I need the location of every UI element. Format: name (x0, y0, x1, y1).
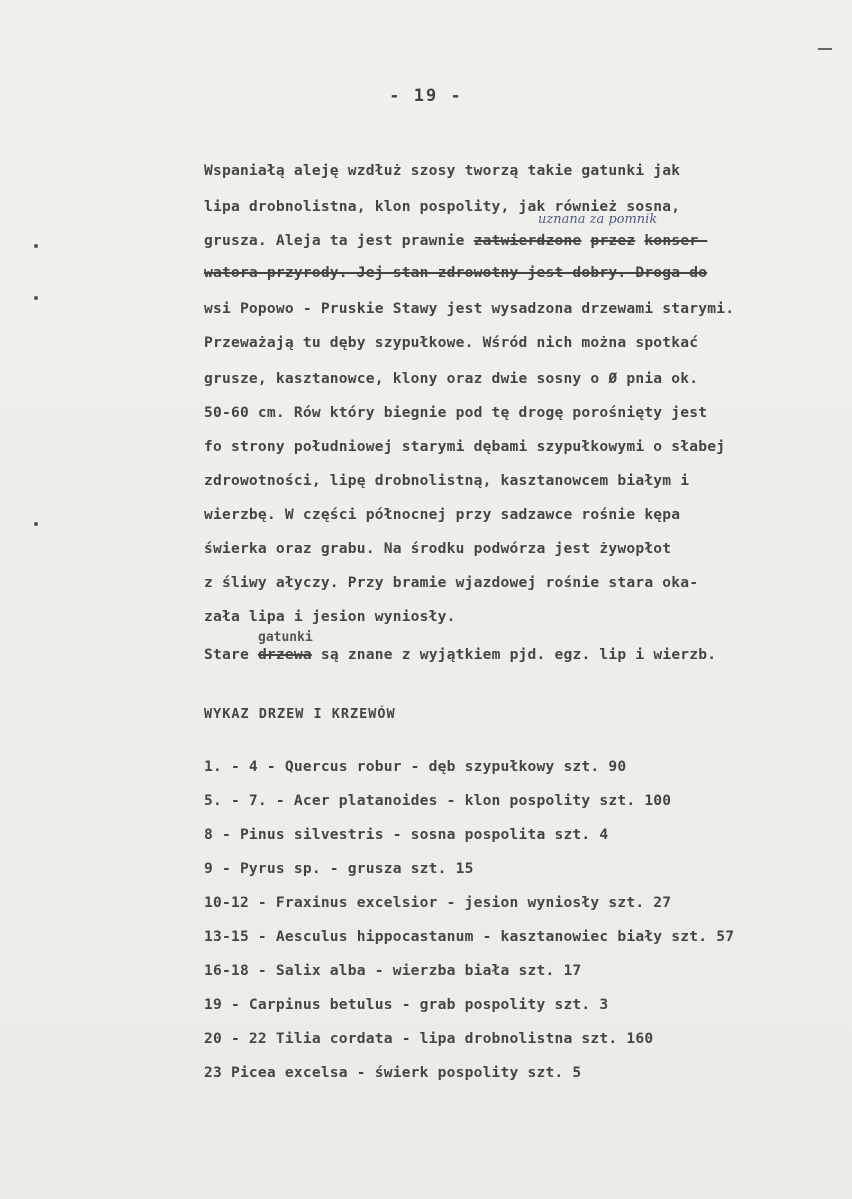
section-heading: WYKAZ DRZEW I KRZEWÓW (204, 706, 396, 722)
list-item: 9 - Pyrus sp. - grusza szt. 15 (204, 860, 474, 877)
list-item: 23 Picea excelsa - świerk pospolity szt. 5 (204, 1064, 582, 1081)
paragraph-line: lipa drobnolistna, klon pospolity, jak również sosna, (204, 198, 681, 215)
struck-word: zatwierdzone (473, 232, 582, 249)
struck-word: watora przyrody. Jej stan zdrowotny jest dobry. Droga do (204, 264, 708, 281)
paragraph-line: Wspaniałą aleję wzdłuż szosy tworzą takie gatunki jak (204, 162, 681, 179)
margin-dot (34, 244, 38, 248)
page-number: - 19 - (389, 86, 463, 106)
paragraph-last-line (204, 646, 716, 663)
paragraph-line-with-strike (204, 232, 707, 249)
paragraph-line: z śliwy ałyczy. Przy bramie wjazdowej rośnie stara oka- (204, 574, 699, 591)
paragraph-line: wierzbę. W części północnej przy sadzawce rośnie kępa (204, 506, 681, 523)
margin-dot (34, 522, 38, 526)
paragraph-line: świerka oraz grabu. Na środku podwórza jest żywopłot (204, 540, 672, 557)
list-item: 10-12 - Fraxinus excelsior - jesion wyniosły szt. 27 (204, 894, 672, 911)
paragraph-line: grusze, kasztanowce, klony oraz dwie sosny o Ø pnia ok. (204, 370, 699, 387)
paragraph-line: fo strony południowej starymi dębami szypułkowymi o słabej (204, 438, 726, 455)
paragraph-line: zała lipa i jesion wyniosły. (204, 608, 456, 625)
paragraph-line: wsi Popowo - Pruskie Stawy jest wysadzona drzewami starymi. (204, 300, 735, 317)
list-item: 13-15 - Aesculus hippocastanum - kasztanowiec biały szt. 57 (204, 928, 735, 945)
struck-word: konser- (644, 232, 708, 249)
handwritten-note: uznana za pomnik (538, 212, 658, 227)
list-item: 5. - 7. - Acer platanoides - klon pospolity szt. 100 (204, 792, 672, 809)
paragraph-text: Stare (204, 646, 249, 663)
corner-mark (818, 48, 832, 50)
paragraph-line: 50-60 cm. Rów który biegnie pod tę drogę porośnięty jest (204, 404, 708, 421)
inserted-word: gatunki (258, 630, 313, 645)
paragraph-text: grusza. Aleja ta jest prawnie (204, 232, 465, 249)
list-item: 16-18 - Salix alba - wierzba biała szt. 17 (204, 962, 582, 979)
list-item: 1. - 4 - Quercus robur - dęb szypułkowy szt. 90 (204, 758, 627, 775)
struck-word: przez (590, 232, 636, 249)
paragraph-line: Przeważają tu dęby szypułkowe. Wśród nich można spotkać (204, 334, 699, 351)
list-item: 8 - Pinus silvestris - sosna pospolita szt. 4 (204, 826, 609, 843)
list-item: 19 - Carpinus betulus - grab pospolity szt. 3 (204, 996, 609, 1013)
paragraph-line (204, 264, 707, 281)
list-item: 20 - 22 Tilia cordata - lipa drobnolistna szt. 160 (204, 1030, 654, 1047)
struck-word: drzewa (257, 646, 312, 663)
paragraph-text: są znane z wyjątkiem pjd. egz. lip i wierzb. (320, 646, 717, 663)
paragraph-line: zdrowotności, lipę drobnolistną, kasztanowcem białym i (204, 472, 690, 489)
margin-dot (34, 296, 38, 300)
